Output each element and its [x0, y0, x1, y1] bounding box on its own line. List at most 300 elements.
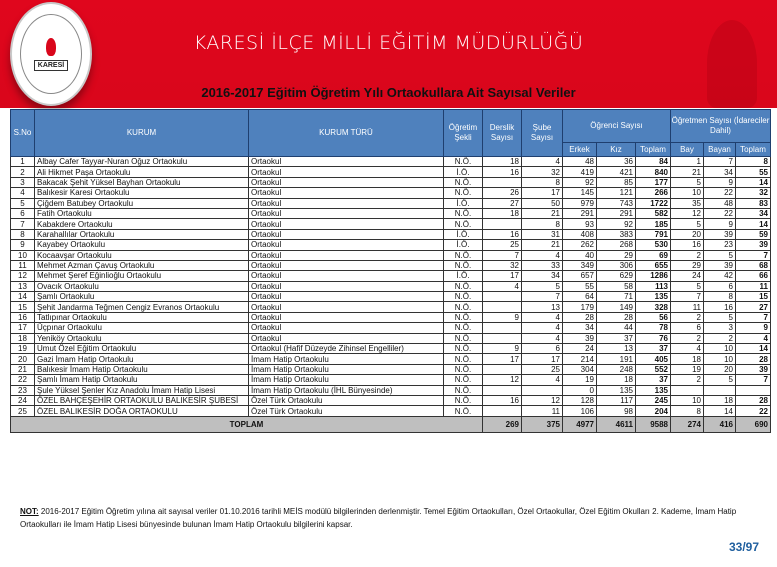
cell-toplam: 177	[636, 177, 671, 187]
cell-sube: 21	[522, 240, 563, 250]
cell-bayan: 34	[704, 167, 736, 177]
cell-kurum: Mehmet Şeref Eğinlioğlu Ortaokulu	[35, 271, 249, 281]
cell-kurum: Kocaavşar Ortaokulu	[35, 250, 249, 260]
cell-sekil: N.Ö.	[444, 281, 483, 291]
col-erkek: Erkek	[563, 143, 597, 157]
cell-toplam: 328	[636, 302, 671, 312]
table-row	[11, 292, 771, 302]
cell-derslik: 16	[483, 167, 522, 177]
col-kiz: Kız	[597, 143, 636, 157]
cell-bayan: 39	[704, 229, 736, 239]
schools-table	[10, 109, 771, 433]
col-kurum: KURUM	[35, 110, 249, 157]
cell-tur: Ortaokul	[249, 250, 444, 260]
cell-kiz: 149	[597, 302, 636, 312]
cell-toplam-ogretmen: 34	[736, 208, 771, 218]
cell-bay: 2	[671, 250, 704, 260]
cell-toplam: 1722	[636, 198, 671, 208]
total-toplam: 9588	[636, 416, 671, 432]
cell-kiz: 92	[597, 219, 636, 229]
cell-tur: Ortaokul	[249, 312, 444, 322]
cell-toplam-ogretmen: 32	[736, 188, 771, 198]
cell-bayan: 5	[704, 375, 736, 385]
cell-erkek: 262	[563, 240, 597, 250]
cell-bay: 5	[671, 281, 704, 291]
cell-derslik	[483, 219, 522, 229]
cell-kurum: Şule Yüksel Şenler Kız Anadolu İmam Hatip Lisesi	[35, 385, 249, 395]
cell-kurum: Şehit Jandarma Teğmen Cengiz Evranos Ortaokulu	[35, 302, 249, 312]
cell-sube: 50	[522, 198, 563, 208]
cell-derslik: 16	[483, 395, 522, 405]
cell-erkek: 657	[563, 271, 597, 281]
cell-sube: 5	[522, 281, 563, 291]
cell-sekil: N.Ö.	[444, 177, 483, 187]
cell-kurum: Şamlı İmam Hatip Ortaokulu	[35, 375, 249, 385]
cell-toplam: 113	[636, 281, 671, 291]
cell-sekil: N.Ö.	[444, 250, 483, 260]
cell-derslik: 17	[483, 271, 522, 281]
table-row	[11, 323, 771, 333]
cell-bay: 21	[671, 167, 704, 177]
note-text: 2016-2017 Eğitim Öğretim yılına ait sayısal veriler 01.10.2016 tarihli MEİS modülü bilgilerinden derlenmiştir. Temel Eğitim Ortaokulları, Özel Ortaokullar, Özel Eğitim Okulları 2. Kademe, İmam Hatip Ortaokulları ile İmam Hatip Lisesi bünyesinde bulunan İmam Hatip Ortaokulu bilgilerini kapsar.	[20, 507, 737, 529]
table-row	[11, 229, 771, 239]
cell-toplam-ogretmen: 39	[736, 240, 771, 250]
cell-derslik	[483, 302, 522, 312]
cell-sno: 16	[11, 312, 35, 322]
cell-derslik: 25	[483, 240, 522, 250]
cell-bayan: 42	[704, 271, 736, 281]
cell-sno: 21	[11, 364, 35, 374]
cell-derslik: 12	[483, 375, 522, 385]
cell-derslik: 9	[483, 344, 522, 354]
cell-sekil: N.Ö.	[444, 302, 483, 312]
table-row	[11, 167, 771, 177]
cell-toplam: 76	[636, 333, 671, 343]
table-row	[11, 177, 771, 187]
cell-sekil: İ.Ö.	[444, 167, 483, 177]
table-row	[11, 198, 771, 208]
cell-kiz: 743	[597, 198, 636, 208]
cell-tur: İmam Hatip Ortaokulu	[249, 364, 444, 374]
cell-toplam-ogretmen: 7	[736, 312, 771, 322]
cell-derslik: 9	[483, 312, 522, 322]
cell-sekil: N.Ö.	[444, 219, 483, 229]
col-sekil: Öğretim Şekli	[444, 110, 483, 157]
cell-sube: 4	[522, 375, 563, 385]
cell-toplam: 245	[636, 395, 671, 405]
cell-sno: 25	[11, 406, 35, 416]
cell-bayan: 48	[704, 198, 736, 208]
table-row	[11, 271, 771, 281]
cell-bay: 2	[671, 375, 704, 385]
cell-sube: 8	[522, 219, 563, 229]
cell-tur: Ortaokul	[249, 323, 444, 333]
cell-toplam: 78	[636, 323, 671, 333]
col-toplam-ogretmen: Toplam	[736, 143, 771, 157]
cell-bayan: 3	[704, 323, 736, 333]
cell-kiz: 421	[597, 167, 636, 177]
cell-derslik: 27	[483, 198, 522, 208]
cell-erkek: 408	[563, 229, 597, 239]
cell-toplam-ogretmen: 68	[736, 260, 771, 270]
cell-erkek: 92	[563, 177, 597, 187]
total-toplam-ogretmen: 690	[736, 416, 771, 432]
cell-bay: 16	[671, 240, 704, 250]
cell-erkek: 128	[563, 395, 597, 405]
cell-tur: Ortaokul	[249, 292, 444, 302]
cell-derslik: 18	[483, 157, 522, 167]
cell-erkek: 979	[563, 198, 597, 208]
cell-erkek: 0	[563, 385, 597, 395]
cell-kurum: Ali Hikmet Paşa Ortaokulu	[35, 167, 249, 177]
cell-bay: 35	[671, 198, 704, 208]
cell-sekil: N.Ö.	[444, 364, 483, 374]
cell-bay: 19	[671, 364, 704, 374]
cell-derslik: 32	[483, 260, 522, 270]
cell-sube: 21	[522, 208, 563, 218]
cell-kurum: Kabakdere Ortaokulu	[35, 219, 249, 229]
cell-toplam-ogretmen: 28	[736, 354, 771, 364]
cell-sekil: İ.Ö.	[444, 240, 483, 250]
cell-toplam: 655	[636, 260, 671, 270]
cell-sno: 10	[11, 250, 35, 260]
total-erkek: 4977	[563, 416, 597, 432]
cell-sekil: N.Ö.	[444, 323, 483, 333]
cell-erkek: 28	[563, 312, 597, 322]
cell-sube: 6	[522, 344, 563, 354]
cell-kiz: 117	[597, 395, 636, 405]
cell-kurum: Ovacık Ortaokulu	[35, 281, 249, 291]
cell-tur: Özel Türk Ortaokulu	[249, 406, 444, 416]
cell-derslik	[483, 323, 522, 333]
cell-kiz: 306	[597, 260, 636, 270]
cell-kiz: 36	[597, 157, 636, 167]
cell-bayan: 9	[704, 177, 736, 187]
cell-sube: 11	[522, 406, 563, 416]
cell-toplam-ogretmen: 7	[736, 375, 771, 385]
cell-kiz: 71	[597, 292, 636, 302]
col-tur: KURUM TÜRÜ	[249, 110, 444, 157]
cell-tur: Ortaokul	[249, 333, 444, 343]
cell-sube	[522, 385, 563, 395]
cell-sube: 4	[522, 312, 563, 322]
cell-kurum: Üçpınar Ortaokulu	[35, 323, 249, 333]
cell-bay: 10	[671, 188, 704, 198]
cell-derslik: 26	[483, 188, 522, 198]
cell-sekil: İ.Ö.	[444, 271, 483, 281]
cell-toplam-ogretmen	[736, 385, 771, 395]
cell-bay: 5	[671, 219, 704, 229]
cell-toplam: 552	[636, 364, 671, 374]
table-row	[11, 157, 771, 167]
cell-erkek: 48	[563, 157, 597, 167]
cell-bayan: 14	[704, 406, 736, 416]
cell-sekil: N.Ö.	[444, 344, 483, 354]
cell-toplam-ogretmen: 66	[736, 271, 771, 281]
cell-derslik: 7	[483, 250, 522, 260]
cell-kiz: 29	[597, 250, 636, 260]
cell-erkek: 55	[563, 281, 597, 291]
table-row	[11, 406, 771, 416]
cell-bayan: 18	[704, 395, 736, 405]
cell-toplam: 135	[636, 385, 671, 395]
cell-bay: 12	[671, 208, 704, 218]
footnote	[20, 505, 760, 531]
col-sno: S.No	[11, 110, 35, 157]
cell-bay: 11	[671, 302, 704, 312]
cell-erkek: 179	[563, 302, 597, 312]
cell-toplam-ogretmen: 83	[736, 198, 771, 208]
cell-sno: 14	[11, 292, 35, 302]
cell-kiz: 629	[597, 271, 636, 281]
cell-bayan: 10	[704, 354, 736, 364]
cell-derslik: 18	[483, 208, 522, 218]
cell-kiz: 268	[597, 240, 636, 250]
cell-kiz: 28	[597, 312, 636, 322]
cell-kiz: 85	[597, 177, 636, 187]
cell-toplam: 37	[636, 375, 671, 385]
cell-tur: İmam Hatip Ortaokulu	[249, 354, 444, 364]
cell-toplam: 84	[636, 157, 671, 167]
table-row	[11, 333, 771, 343]
page-number: 33/97	[728, 540, 759, 554]
cell-bay: 24	[671, 271, 704, 281]
cell-toplam-ogretmen: 11	[736, 281, 771, 291]
cell-kiz: 18	[597, 375, 636, 385]
cell-toplam-ogretmen: 15	[736, 292, 771, 302]
cell-derslik: 4	[483, 281, 522, 291]
cell-tur: Ortaokul	[249, 177, 444, 187]
cell-sekil: N.Ö.	[444, 375, 483, 385]
cell-bayan: 7	[704, 157, 736, 167]
cell-bayan: 22	[704, 208, 736, 218]
cell-sube: 8	[522, 177, 563, 187]
cell-toplam-ogretmen: 55	[736, 167, 771, 177]
cell-derslik	[483, 385, 522, 395]
cell-sno: 24	[11, 395, 35, 405]
cell-bayan: 6	[704, 281, 736, 291]
cell-sekil: N.Ö.	[444, 385, 483, 395]
cell-toplam: 791	[636, 229, 671, 239]
cell-sube: 4	[522, 323, 563, 333]
total-derslik: 269	[483, 416, 522, 432]
cell-toplam-ogretmen: 8	[736, 157, 771, 167]
total-label: TOPLAM	[11, 416, 483, 432]
cell-bay: 29	[671, 260, 704, 270]
cell-tur: İmam Hatip Ortaokulu	[249, 375, 444, 385]
cell-erkek: 19	[563, 375, 597, 385]
cell-kiz: 44	[597, 323, 636, 333]
logo-text: KARESİ	[34, 60, 68, 71]
table-row	[11, 385, 771, 395]
table-row	[11, 344, 771, 354]
cell-sno: 6	[11, 208, 35, 218]
cell-sekil: İ.Ö.	[444, 198, 483, 208]
cell-sekil: N.Ö.	[444, 333, 483, 343]
cell-sekil: N.Ö.	[444, 292, 483, 302]
cell-sekil: N.Ö.	[444, 188, 483, 198]
cell-erkek: 304	[563, 364, 597, 374]
cell-tur: Ortaokul	[249, 281, 444, 291]
cell-sno: 22	[11, 375, 35, 385]
cell-kurum: ÖZEL BALIKESİR DOĞA ORTAOKULU	[35, 406, 249, 416]
cell-toplam: 405	[636, 354, 671, 364]
cell-sno: 12	[11, 271, 35, 281]
col-ogretmen: Öğretmen Sayısı (İdareciler Dahil)	[671, 110, 771, 143]
page-title: 2016-2017 Eğitim Öğretim Yılı Ortaokullara Ait Sayısal Veriler	[201, 85, 576, 100]
cell-kurum: ÖZEL BAHÇEŞEHİR ORTAOKULU BALIKESİR ŞUBESİ	[35, 395, 249, 405]
cell-sno: 1	[11, 157, 35, 167]
table-row	[11, 208, 771, 218]
cell-kurum: Mehmet Azman Çavuş Ortaokulu	[35, 260, 249, 270]
cell-bay: 7	[671, 292, 704, 302]
cell-erkek: 291	[563, 208, 597, 218]
cell-toplam-ogretmen: 9	[736, 323, 771, 333]
total-sube: 375	[522, 416, 563, 432]
cell-sno: 2	[11, 167, 35, 177]
cell-bayan	[704, 385, 736, 395]
cell-bay: 18	[671, 354, 704, 364]
cell-bay: 4	[671, 344, 704, 354]
cell-sno: 11	[11, 260, 35, 270]
cell-toplam-ogretmen: 27	[736, 302, 771, 312]
cell-sube: 34	[522, 271, 563, 281]
cell-erkek: 64	[563, 292, 597, 302]
cell-sno: 20	[11, 354, 35, 364]
cell-toplam-ogretmen: 28	[736, 395, 771, 405]
cell-kurum: Şamlı Ortaokulu	[35, 292, 249, 302]
cell-kurum: Çiğdem Batubey Ortaokulu	[35, 198, 249, 208]
cell-sube: 17	[522, 188, 563, 198]
cell-kurum: Balıkesir Karesi Ortaokulu	[35, 188, 249, 198]
cell-kurum: Karahallılar Ortaokulu	[35, 229, 249, 239]
cell-bayan: 8	[704, 292, 736, 302]
cell-derslik	[483, 406, 522, 416]
banner-title: KARESİ İLÇE MİLLİ EĞİTİM MÜDÜRLÜĞÜ	[193, 32, 584, 54]
cell-tur: Ortaokul	[249, 198, 444, 208]
cell-erkek: 349	[563, 260, 597, 270]
cell-erkek: 419	[563, 167, 597, 177]
cell-kurum: Kayabey Ortaokulu	[35, 240, 249, 250]
cell-sno: 9	[11, 240, 35, 250]
col-bay: Bay	[671, 143, 704, 157]
cell-bayan: 5	[704, 250, 736, 260]
cell-tur: Ortaokul	[249, 271, 444, 281]
cell-bayan: 2	[704, 333, 736, 343]
cell-tur: Ortaokul	[249, 260, 444, 270]
table-row	[11, 250, 771, 260]
cell-bayan: 23	[704, 240, 736, 250]
cell-sekil: N.Ö.	[444, 260, 483, 270]
table-row	[11, 219, 771, 229]
cell-toplam-ogretmen: 4	[736, 333, 771, 343]
cell-toplam: 840	[636, 167, 671, 177]
cell-erkek: 214	[563, 354, 597, 364]
cell-erkek: 93	[563, 219, 597, 229]
total-kiz: 4611	[597, 416, 636, 432]
cell-toplam-ogretmen: 22	[736, 406, 771, 416]
cell-sube: 33	[522, 260, 563, 270]
cell-sno: 4	[11, 188, 35, 198]
cell-sekil: N.Ö.	[444, 395, 483, 405]
cell-bay	[671, 385, 704, 395]
cell-sube: 13	[522, 302, 563, 312]
cell-bay: 1	[671, 157, 704, 167]
cell-tur: Ortaokul	[249, 167, 444, 177]
cell-sekil: N.Ö.	[444, 208, 483, 218]
table-row	[11, 240, 771, 250]
cell-toplam-ogretmen: 39	[736, 364, 771, 374]
cell-toplam-ogretmen: 14	[736, 177, 771, 187]
cell-bay: 10	[671, 395, 704, 405]
cell-tur: Ortaokul	[249, 188, 444, 198]
cell-bay: 20	[671, 229, 704, 239]
cell-derslik	[483, 333, 522, 343]
cell-kiz: 383	[597, 229, 636, 239]
cell-sekil: N.Ö.	[444, 354, 483, 364]
cell-bayan: 5	[704, 312, 736, 322]
cell-sno: 15	[11, 302, 35, 312]
cell-tur: Ortaokul	[249, 229, 444, 239]
cell-erkek: 145	[563, 188, 597, 198]
cell-sno: 23	[11, 385, 35, 395]
cell-tur: Ortaokul (Hafif Düzeyde Zihinsel Engelliler)	[249, 344, 444, 354]
total-row	[11, 416, 771, 432]
cell-kurum: Gazi İmam Hatip Ortaokulu	[35, 354, 249, 364]
cell-toplam: 185	[636, 219, 671, 229]
cell-sube: 25	[522, 364, 563, 374]
cell-sekil: N.Ö.	[444, 312, 483, 322]
cell-derslik	[483, 292, 522, 302]
table-row	[11, 281, 771, 291]
cell-kiz: 13	[597, 344, 636, 354]
cell-sube: 4	[522, 157, 563, 167]
cell-sekil: N.Ö.	[444, 157, 483, 167]
cell-toplam: 37	[636, 344, 671, 354]
cell-kurum: Bakacak Şehit Yüksel Bayhan Ortaokulu	[35, 177, 249, 187]
cell-sno: 17	[11, 323, 35, 333]
cell-bayan: 10	[704, 344, 736, 354]
cell-kiz: 98	[597, 406, 636, 416]
cell-sekil: İ.Ö.	[444, 229, 483, 239]
cell-kiz: 121	[597, 188, 636, 198]
cell-kurum: Yeniköy Ortaokulu	[35, 333, 249, 343]
col-sube: Şube Sayısı	[522, 110, 563, 157]
table-row	[11, 188, 771, 198]
col-bayan: Bayan	[704, 143, 736, 157]
cell-tur: Ortaokul	[249, 208, 444, 218]
cell-sno: 18	[11, 333, 35, 343]
table-row	[11, 312, 771, 322]
cell-erkek: 34	[563, 323, 597, 333]
cell-kurum: Balıkesir İmam Hatip Ortaokulu	[35, 364, 249, 374]
cell-bayan: 9	[704, 219, 736, 229]
cell-tur: İmam Hatip Ortaokulu (İHL Bünyesinde)	[249, 385, 444, 395]
cell-toplam: 56	[636, 312, 671, 322]
cell-tur: Ortaokul	[249, 302, 444, 312]
cell-sube: 31	[522, 229, 563, 239]
cell-kiz: 291	[597, 208, 636, 218]
cell-toplam: 582	[636, 208, 671, 218]
cell-sno: 8	[11, 229, 35, 239]
cell-toplam: 135	[636, 292, 671, 302]
cell-bay: 2	[671, 333, 704, 343]
cell-bayan: 22	[704, 188, 736, 198]
cell-derslik: 17	[483, 354, 522, 364]
cell-erkek: 106	[563, 406, 597, 416]
cell-kiz: 248	[597, 364, 636, 374]
col-toplam: Toplam	[636, 143, 671, 157]
